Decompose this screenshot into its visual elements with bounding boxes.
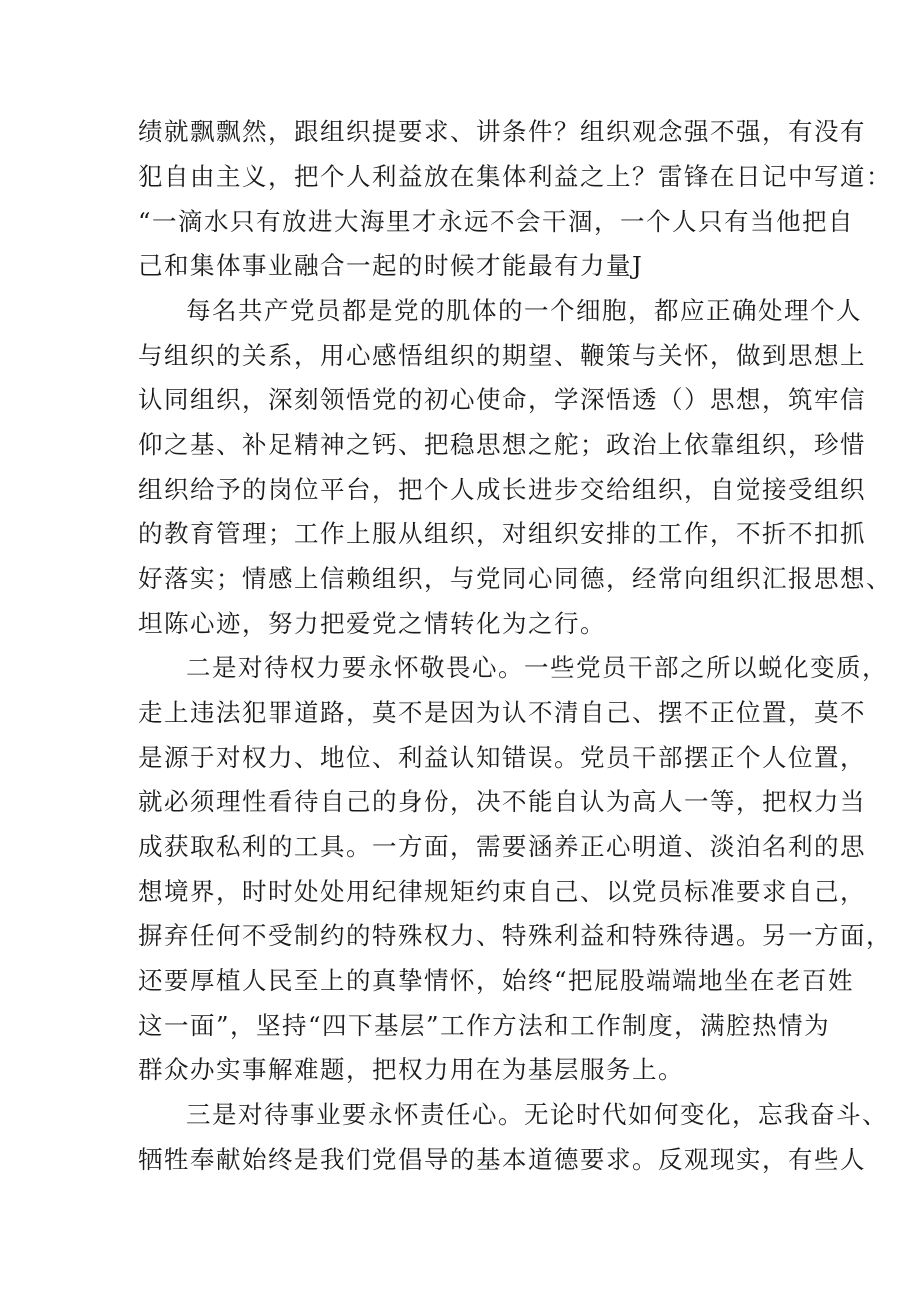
text-line: 认同组织，深刻领悟党的初心使命，学深悟透（）思想，筑牢信 xyxy=(138,385,866,414)
text-line: 绩就飘飘然，跟组织提要求、讲条件？组织观念强不强，有没有 xyxy=(138,117,866,146)
text-line: 组织给予的岗位平台，把个人成长进步交给组织，自觉接受组织 xyxy=(138,475,866,504)
text-line: 群众办实事解难题，把权力用在为基层服务上。 xyxy=(138,1055,684,1084)
text-line: 仰之基、补足精神之钙、把稳思想之舵；政治上依靠组织，珍惜 xyxy=(138,430,866,459)
paragraph-first-line: 二是对待权力要永怀敬畏心。一些党员干部之所以蜕化变质， xyxy=(186,653,888,682)
text-line: 的教育管理；工作上服从组织，对组织安排的工作，不折不扣抓 xyxy=(138,519,866,548)
text-line: 就必须理性看待自己的身份，决不能自认为高人一等，把权力当 xyxy=(138,787,866,816)
text-line: 是源于对权力、地位、利益认知错误。党员干部摆正个人位置， xyxy=(138,743,866,772)
text-line: 走上违法犯罪道路，莫不是因为认不清自己、摆不正位置，莫不 xyxy=(138,698,866,727)
paragraph-first-line: 每名共产党员都是党的肌体的一个细胞，都应正确处理个人 xyxy=(186,296,862,325)
text-line: 好落实；情感上信赖组织，与党同心同德，经常向组织汇报思想、 xyxy=(138,564,892,593)
text-line: 这一面”，坚持“四下基层”工作方法和工作制度，满腔热情为 xyxy=(138,1011,831,1040)
text-line: 与组织的关系，用心感悟组织的期望、鞭策与关怀，做到思想上 xyxy=(138,341,866,370)
text-line: 成获取私利的工具。一方面，需要涵养正心明道、淡泊名利的思 xyxy=(138,832,866,861)
text-line: 己和集体事业融合一起的时候才能最有力量J xyxy=(138,251,644,280)
text-line: 坦陈心迹，努力把爱党之情转化为之行。 xyxy=(138,609,606,638)
text-line: 牺牲奉献始终是我们党倡导的基本道德要求。反观现实，有些人 xyxy=(138,1145,866,1174)
text-line: 还要厚植人民至上的真挚情怀，始终“把屁股端端地坐在老百姓 xyxy=(138,966,855,995)
text-line: 摒弃任何不受制约的特殊权力、特殊利益和特殊待遇。另一方面， xyxy=(138,921,892,950)
paragraph-first-line: 三是对待事业要永怀责任心。无论时代如何变化，忘我奋斗、 xyxy=(186,1100,888,1129)
text-line: 想境界，时时处处用纪律规矩约束自己、以党员标准要求自己， xyxy=(138,877,866,906)
text-line: 犯自由主义，把个人利益放在集体利益之上？雷锋在日记中写道： xyxy=(138,162,892,191)
text-line: “一滴水只有放进大海里才永远不会干涸，一个人只有当他把自 xyxy=(138,207,855,236)
